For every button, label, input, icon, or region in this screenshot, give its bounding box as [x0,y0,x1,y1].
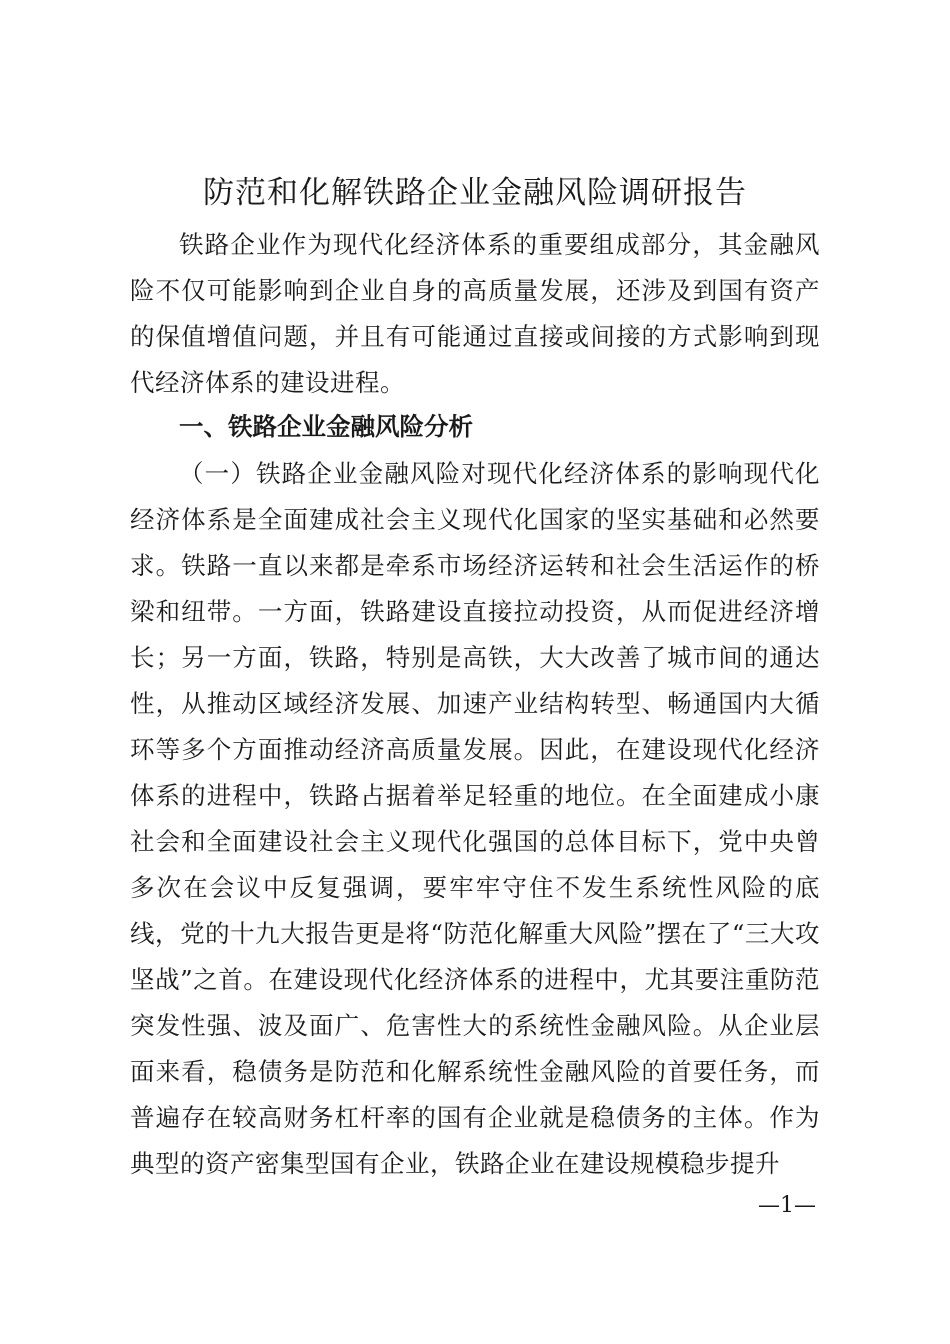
section-heading-1: 一、铁路企业金融风险分析 [179,412,473,441]
paragraph-section-1-1: （一）铁路企业金融风险对现代化经济体系的影响现代化经济体系是全面建成社会主义现代化国家的坚实基础和必然要求。铁路一直以来都是牵系市场经济运转和社会生活运作的桥梁和纽带。一方面，铁路建设直接拉动投资，从而促进经济增长；另一方面，铁路，特别是高铁，大大改善了城市间的通达性，从推动区域经济发展、加速产业结构转型、畅通国内大循环等多个方面推动经济高质量发展。因此，在建设现代化经济体系的进程中，铁路占据着举足轻重的地位。在全面建成小康社会和全面建设社会主义现代化强国的总体目标下，党中央曾多次在会议中反复强调，要牢牢守住不发生系统性风险的底线，党的十九大报告更是将“防范化解重大风险”摆在了“三大攻坚战”之首。在建设现代化经济体系的进程中，尤其要注重防范突发性强、波及面广、危害性大的系统性金融风险。从企业层面来看，稳债务是防范和化解系统性金融风险的首要任务，而普遍存在较高财务杠杆率的国有企业就是稳债务的主体。作为典型的资产密集型国有企业，铁路企业在建设规模稳步提升 [130,459,820,1178]
document-title: 防范和化解铁路企业金融风险调研报告 [203,175,747,211]
paragraph-intro: 铁路企业作为现代化经济体系的重要组成部分，其金融风险不仅可能影响到企业自身的高质量发展，还涉及到国有资产的保值增值问题，并且有可能通过直接或间接的方式影响到现代经济体系的建设进程。 [130,230,820,397]
page-number: —1— [758,1193,816,1218]
